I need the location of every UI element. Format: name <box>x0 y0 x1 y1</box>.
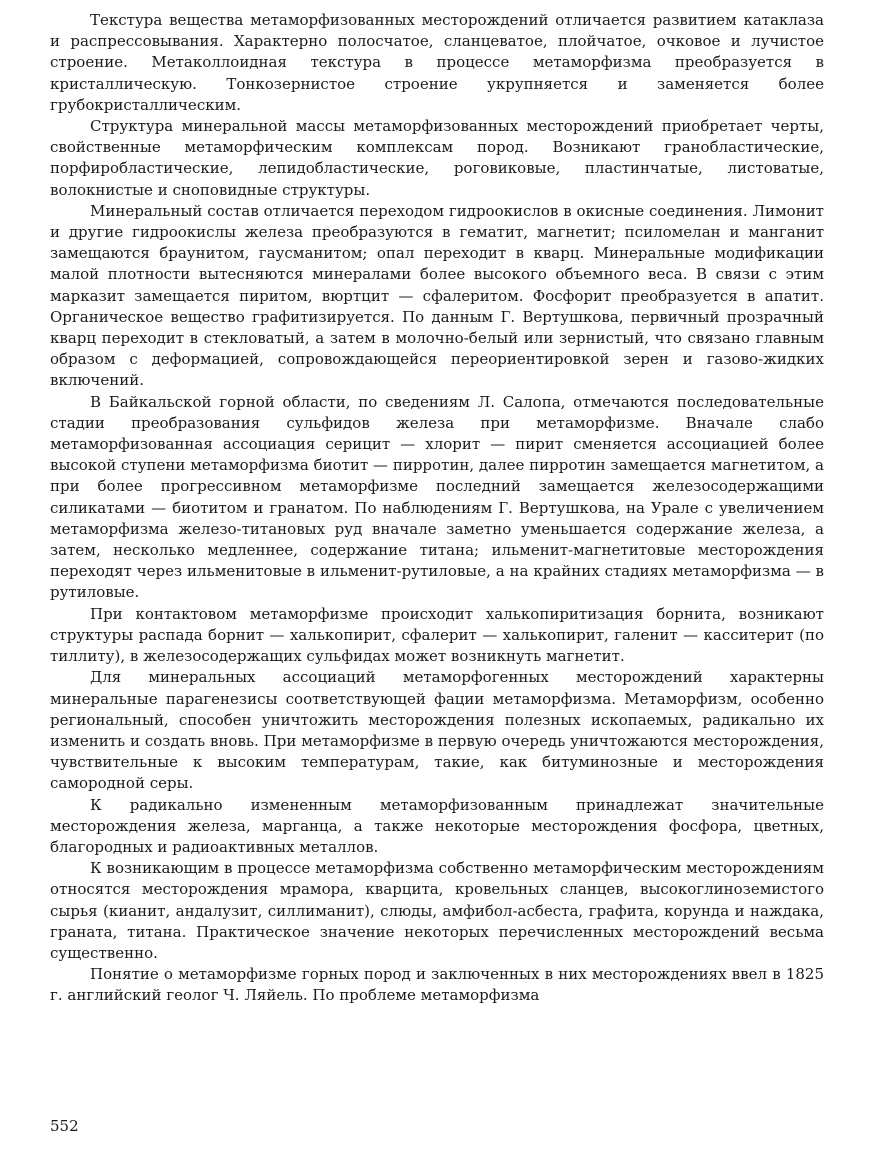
paragraph-contact-metamorphism: При контактовом метаморфизме происходит халькопиритизация борнита, возникают структуры распада борнит — халькопирит, сфалерит — халькопирит, галенит — касситерит (по тиллиту), в железосодержащих сульфидах может возникнуть магнетит. <box>50 604 824 666</box>
paragraph-concept-history: Понятие о метаморфизме горных пород и заключенных в них месторождениях ввел в 1825 г. английский геолог Ч. Ляйель. По проблеме метаморфизма <box>50 965 824 1005</box>
paragraph-radically-changed: К радикально измененным метаморфизованным принадлежат значительные месторождения железа, марганца, а также некоторые месторождения фосфора, цветных, благородных и радиоактивных металлов. <box>50 795 824 856</box>
page-body <box>50 10 824 1007</box>
paragraph-structure: Структура минеральной массы метаморфизованных месторождений приобретает черты, свойственные метаморфическим комплексам пород. Возникают гранобластические, порфиробластические, лепидобластические, роговиковые, пластинчатые, листоватые, волокнистые и сноповидные структуры. <box>50 117 824 199</box>
paragraph-baikal-region: В Байкальской горной области, по сведениям Л. Салопа, отмечаются последовательные стадии преобразования сульфидов железа при метаморфизме. Вначале слабо метаморфизованная ассоциация серицит — хлорит — пирит сменяется ассоциацией более высокой ступени метаморфизма биотит — пирротин, далее пирротин замещается магнетитом, а при более прогрессивном метаморфизме последний замещается железосодержащими силикатами — биотитом и гранатом. По наблюдениям Г. Вертушкова, на Урале с увеличением метаморфизма железо-титановых руд вначале заметно уменьшается содержание железа, а затем, несколько медленнее, содержание титана; ильменит-магнетитовые месторождения переходят через ильменитовые в ильменит-рутиловые, а на крайних стадиях метаморфизма — в рутиловые. <box>50 392 824 602</box>
paragraph-metamorphic-deposits: К возникающим в процессе метаморфизма собственно метаморфическим месторождениям относятся месторождения мрамора, кварцита, кровельных сланцев, высокоглиноземистого сырья (кианит, андалузит, силлиманит), слюды, амфибол-асбеста, графита, корунда и наждака, граната, титана. Практическое значение некоторых перечисленных месторождений весьма существенно. <box>50 859 824 962</box>
paragraph-mineral-associations: Для минеральных ассоциаций метаморфогенных месторождений характерны минеральные парагенезисы соответствующей фации метаморфизма. Метаморфизм, особенно региональный, способен уничтожить месторождения полезных ископаемых, радикально их изменить и создать вновь. При метаморфизме в первую очередь уничтожаются месторождения, чувствительные к высоким температурам, такие, как битуминозные и месторождения самородной серы. <box>50 668 824 793</box>
paragraph-texture: Текстура вещества метаморфизованных месторождений отличается развитием катаклаза и распрессовывания. Характерно полосчатое, сланцеватое, плойчатое, очковое и лучистое строение. Метаколлоидная текстура в процессе метаморфизма преобразуется в кристаллическую. Тонкозернистое строение укрупняется и заменяется более грубокристаллическим. <box>50 11 824 114</box>
paragraph-mineral-composition: Минеральный состав отличается переходом гидроокислов в окисные соединения. Лимонит и другие гидроокислы железа преобразуются в гематит, магнетит; псиломелан и манганит замещаются браунитом, гаусманитом; опал переходит в кварц. Минеральные модификации малой плотности вытесняются минералами более высокого объемного веса. В связи с этим марказит замещается пиритом, вюртцит — сфалеритом. Фосфорит преобразуется в апатит. Органическое вещество графитизируется. По данным Г. Вертушкова, первичный прозрачный кварц переходит в стекловатый, а затем в молочно-белый или зернистый, что связано главным образом с деформацией, сопровождающейся переориентировкой зерен и газово-жидких включений. <box>50 201 824 390</box>
page-number: 552 <box>50 1117 79 1135</box>
